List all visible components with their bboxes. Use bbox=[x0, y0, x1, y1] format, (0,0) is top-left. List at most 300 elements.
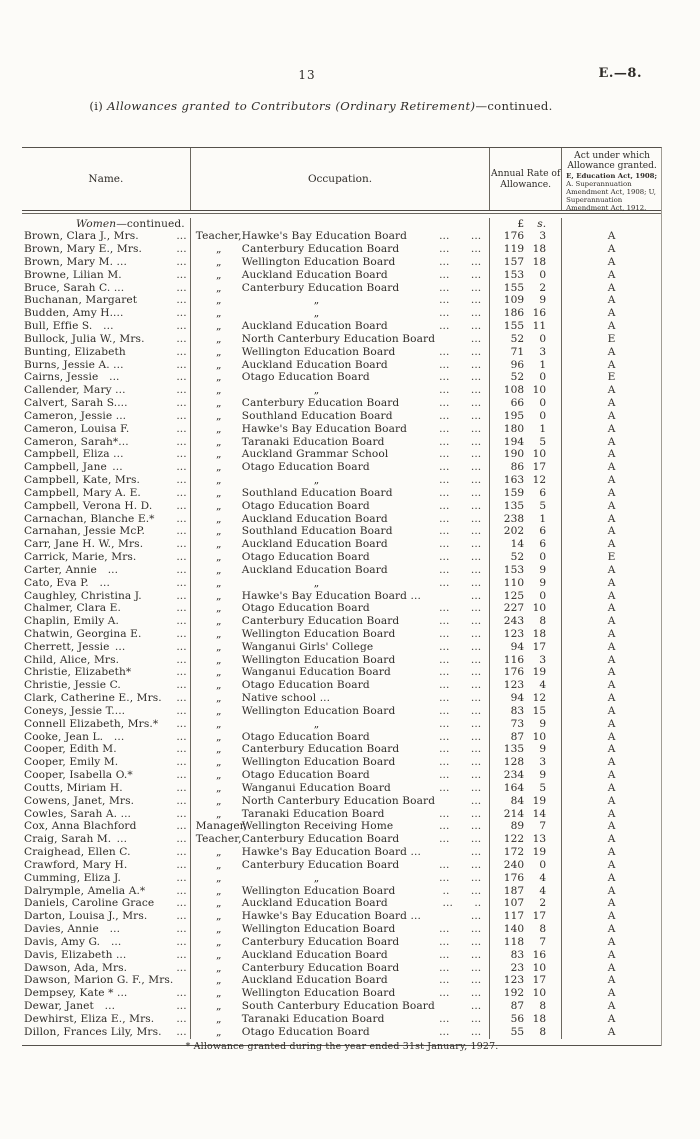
table-row bbox=[22, 615, 661, 628]
act-letter: A bbox=[607, 987, 616, 1000]
rate-pounds: 87 bbox=[510, 730, 525, 743]
annual-rate-cell bbox=[489, 230, 561, 243]
act-cell bbox=[561, 294, 661, 307]
rate-pounds: 155 bbox=[503, 281, 525, 294]
occupation-body: Hawke's Bay Education Board bbox=[241, 422, 408, 435]
dot-leader: ... bbox=[176, 858, 187, 871]
act-letter: E bbox=[607, 371, 616, 384]
name-cell bbox=[22, 949, 190, 962]
occupation-prefix: „ bbox=[215, 563, 222, 576]
occupation-body: North Canterbury Education Board bbox=[241, 332, 436, 345]
occupation-body: „ bbox=[313, 717, 320, 730]
table-row bbox=[22, 564, 661, 577]
act-letter: A bbox=[607, 653, 616, 666]
rate-pounds: 194 bbox=[503, 435, 525, 448]
act-letter: A bbox=[607, 525, 616, 538]
rate-pounds: 172 bbox=[503, 846, 525, 859]
rate-pounds: 180 bbox=[503, 422, 525, 435]
contributor-name: Dillon, Frances Lily, Mrs. bbox=[24, 1025, 162, 1038]
occupation-prefix: „ bbox=[215, 743, 222, 756]
dot-leader: ... ... bbox=[439, 807, 482, 820]
occupation-body: South Canterbury Education Board bbox=[241, 1000, 435, 1013]
contributor-name: Bunting, Elizabeth bbox=[24, 345, 126, 358]
name-cell bbox=[22, 474, 190, 487]
occupation-prefix: „ bbox=[215, 1000, 222, 1013]
rate-pounds: 186 bbox=[503, 307, 525, 320]
contributor-name: Darton, Louisa J., Mrs. bbox=[24, 910, 148, 923]
rate-pounds: 195 bbox=[503, 409, 525, 422]
occupation-body: Otago Education Board bbox=[241, 1025, 370, 1038]
act-cell bbox=[561, 731, 661, 744]
contributor-name: Carrick, Marie, Mrs. bbox=[24, 551, 137, 564]
rate-pounds: 87 bbox=[510, 1000, 525, 1013]
rate-pounds: 140 bbox=[503, 923, 525, 936]
dot-leader: ... bbox=[176, 628, 187, 640]
act-legend-education: E, Education Act, 1908; bbox=[566, 172, 657, 181]
act-letter: A bbox=[607, 692, 616, 705]
occupation-prefix: „ bbox=[215, 589, 222, 602]
occupation-body: Auckland Education Board bbox=[241, 974, 388, 987]
name-cell bbox=[22, 590, 190, 603]
act-cell bbox=[561, 808, 661, 821]
rate-shillings: 0 bbox=[539, 397, 547, 410]
rate-pounds: 86 bbox=[510, 461, 525, 474]
act-cell bbox=[561, 923, 661, 936]
contributor-name: Cooper, Emily M. bbox=[24, 756, 119, 769]
annual-rate-cell bbox=[489, 359, 561, 372]
dot-leader: ... bbox=[176, 538, 187, 551]
annual-rate-cell bbox=[489, 577, 561, 590]
occupation-cell bbox=[190, 705, 490, 718]
dot-leader: ... ... bbox=[439, 935, 482, 948]
dot-leader: ... ... bbox=[439, 756, 482, 769]
occupation-prefix: „ bbox=[215, 1025, 222, 1038]
occupation-body: „ bbox=[313, 384, 320, 397]
column-header-occupation: Occupation. bbox=[190, 148, 490, 210]
act-cell bbox=[561, 705, 661, 718]
occupation-prefix: „ bbox=[215, 1012, 222, 1025]
table-row bbox=[22, 897, 661, 910]
dot-leader: ... bbox=[176, 653, 187, 666]
dot-leader: ... ... bbox=[439, 281, 482, 294]
occupation-prefix: „ bbox=[215, 692, 222, 705]
act-cell bbox=[561, 692, 661, 705]
name-cell bbox=[22, 743, 190, 756]
occupation-prefix: „ bbox=[215, 704, 222, 717]
rate-shillings: 0 bbox=[539, 551, 547, 564]
occupation-cell bbox=[190, 897, 490, 910]
rate-shillings: 0 bbox=[539, 409, 547, 422]
rate-shillings: 18 bbox=[532, 628, 547, 640]
contributor-name: Craighead, Ellen C. bbox=[24, 846, 131, 859]
rate-pounds: 234 bbox=[503, 769, 525, 782]
dot-leader: ... ... bbox=[439, 730, 482, 743]
act-letter: A bbox=[607, 717, 616, 730]
contributor-name: Burns, Jessie A. ... bbox=[24, 358, 124, 371]
rate-pounds: 23 bbox=[510, 961, 525, 974]
contributor-name: Crawford, Mary H. bbox=[24, 858, 128, 871]
rate-shillings: 10 bbox=[532, 961, 547, 974]
act-letter: A bbox=[607, 858, 616, 871]
occupation-body: Wanganui Girls' College bbox=[241, 640, 374, 653]
contributor-name: Bull, Effie S. ... bbox=[24, 320, 114, 333]
table-row bbox=[22, 974, 661, 987]
act-cell bbox=[561, 410, 661, 423]
table-row bbox=[22, 371, 661, 384]
dot-leader: ... bbox=[470, 794, 482, 807]
rate-pounds: 176 bbox=[503, 871, 525, 884]
table-row bbox=[22, 718, 661, 731]
occupation-body: Otago Education Board bbox=[241, 679, 370, 692]
act-letter: A bbox=[607, 923, 616, 936]
occupation-body: „ bbox=[313, 307, 320, 320]
occupation-prefix: „ bbox=[215, 499, 222, 512]
occupation-body: Canterbury Education Board bbox=[241, 615, 400, 628]
occupation-cell bbox=[190, 885, 490, 898]
act-cell bbox=[561, 243, 661, 256]
occupation-cell bbox=[190, 974, 490, 987]
dot-leader: ... ... bbox=[439, 294, 482, 307]
occupation-prefix: „ bbox=[215, 268, 222, 281]
dot-leader: ... bbox=[176, 884, 187, 897]
occupation-prefix: „ bbox=[215, 525, 222, 538]
occupation-cell bbox=[190, 743, 490, 756]
table-row bbox=[22, 359, 661, 372]
name-cell bbox=[22, 833, 190, 846]
occupation-body: Otago Education Board bbox=[241, 551, 370, 564]
table-row bbox=[22, 756, 661, 769]
occupation-cell bbox=[190, 397, 490, 410]
occupation-cell bbox=[190, 320, 490, 333]
dot-leader: .. ... bbox=[442, 884, 482, 897]
act-cell bbox=[561, 564, 661, 577]
rate-shillings: 19 bbox=[532, 846, 547, 859]
occupation-prefix: Teacher, bbox=[195, 230, 242, 243]
rate-shillings: 6 bbox=[539, 486, 547, 499]
rate-shillings: 9 bbox=[539, 717, 547, 730]
act-cell bbox=[561, 885, 661, 898]
annual-rate-cell bbox=[489, 243, 561, 256]
dot-leader: ... ... bbox=[439, 397, 482, 410]
occupation-cell bbox=[190, 679, 490, 692]
contributor-name: Davis, Elizabeth ... bbox=[24, 948, 127, 961]
dot-leader: ... ... bbox=[439, 858, 482, 871]
dot-leader: ... bbox=[470, 332, 482, 345]
rate-shillings: 4 bbox=[539, 679, 547, 692]
occupation-cell bbox=[190, 641, 490, 654]
annual-rate-cell bbox=[489, 256, 561, 269]
occupation-cell bbox=[190, 333, 490, 346]
name-cell bbox=[22, 769, 190, 782]
dot-leader: ... bbox=[176, 281, 187, 294]
act-cell bbox=[561, 384, 661, 397]
dot-leader: ... bbox=[176, 615, 187, 628]
annual-rate-cell bbox=[489, 820, 561, 833]
table-row bbox=[22, 859, 661, 872]
occupation-cell bbox=[190, 359, 490, 372]
table-row bbox=[22, 474, 661, 487]
occupation-body: Auckland Grammar School bbox=[241, 448, 389, 461]
occupation-prefix: „ bbox=[215, 897, 222, 910]
contributor-name: Christie, Elizabeth* bbox=[24, 666, 132, 679]
act-cell bbox=[561, 615, 661, 628]
table-row bbox=[22, 384, 661, 397]
occupation-prefix: „ bbox=[215, 769, 222, 782]
act-cell bbox=[561, 500, 661, 513]
annual-rate-cell bbox=[489, 974, 561, 987]
dot-leader: ... bbox=[176, 910, 187, 923]
dot-leader: ... ... bbox=[439, 230, 482, 243]
occupation-prefix: „ bbox=[215, 435, 222, 448]
rate-shillings: 7 bbox=[539, 820, 547, 833]
act-letter: A bbox=[607, 640, 616, 653]
occupation-body: Otago Education Board bbox=[241, 730, 370, 743]
occupation-cell bbox=[190, 949, 490, 962]
annual-rate-cell bbox=[489, 487, 561, 500]
occupation-prefix: „ bbox=[215, 371, 222, 384]
rate-shillings: 2 bbox=[539, 897, 547, 910]
contributor-name: Coutts, Miriam H. bbox=[24, 781, 123, 794]
name-cell bbox=[22, 294, 190, 307]
dot-leader: ... ... bbox=[439, 525, 482, 538]
occupation-body: Auckland Education Board bbox=[241, 897, 388, 910]
rate-shillings: 17 bbox=[532, 640, 547, 653]
contributor-name: Campbell, Mary A. E. bbox=[24, 486, 141, 499]
column-header-act bbox=[561, 148, 661, 213]
annual-rate-cell bbox=[489, 897, 561, 910]
occupation-body: Auckland Education Board bbox=[241, 563, 388, 576]
contributor-name: Craig, Sarah M. ... bbox=[24, 833, 128, 846]
name-cell bbox=[22, 808, 190, 821]
act-cell bbox=[561, 397, 661, 410]
annual-rate-cell bbox=[489, 320, 561, 333]
contributor-name: Cowles, Sarah A. ... bbox=[24, 807, 132, 820]
occupation-cell bbox=[190, 423, 490, 436]
annual-rate-cell bbox=[489, 987, 561, 1000]
contributor-name: Chatwin, Georgina E. bbox=[24, 628, 142, 640]
act-letter: A bbox=[607, 499, 616, 512]
act-letter: A bbox=[607, 255, 616, 268]
rate-shillings: 10 bbox=[532, 384, 547, 397]
rate-shillings: 10 bbox=[532, 448, 547, 461]
name-cell bbox=[22, 692, 190, 705]
table-row bbox=[22, 769, 661, 782]
contributor-name: Carnachan, Blanche E.* bbox=[24, 512, 155, 525]
dot-leader: ... ... bbox=[439, 371, 482, 384]
name-cell bbox=[22, 500, 190, 513]
rate-shillings: 0 bbox=[539, 589, 547, 602]
annual-rate-cell bbox=[489, 269, 561, 282]
rate-pounds: 109 bbox=[503, 294, 525, 307]
occupation-body: Hawke's Bay Education Board ... bbox=[241, 846, 421, 859]
occupation-cell bbox=[190, 962, 490, 975]
occupation-cell bbox=[190, 551, 490, 564]
annual-rate-cell bbox=[489, 756, 561, 769]
occupation-cell bbox=[190, 500, 490, 513]
occupation-cell bbox=[190, 513, 490, 526]
name-cell bbox=[22, 487, 190, 500]
occupation-body: Wellington Education Board bbox=[241, 987, 396, 1000]
contributor-name: Christie, Jessie C. bbox=[24, 679, 121, 692]
table-row bbox=[22, 423, 661, 436]
dot-leader: ... bbox=[176, 358, 187, 371]
table-row bbox=[22, 936, 661, 949]
rate-pounds: 238 bbox=[503, 512, 525, 525]
annual-rate-cell bbox=[489, 538, 561, 551]
act-cell bbox=[561, 859, 661, 872]
act-cell bbox=[561, 743, 661, 756]
rate-pounds: 227 bbox=[503, 602, 525, 615]
act-letter: A bbox=[607, 1012, 616, 1025]
act-cell bbox=[561, 307, 661, 320]
act-cell bbox=[561, 949, 661, 962]
caption-prefix: (i) bbox=[89, 99, 104, 113]
rate-shillings: 0 bbox=[539, 332, 547, 345]
occupation-body: Canterbury Education Board bbox=[241, 743, 400, 756]
dot-leader: ... bbox=[470, 589, 482, 602]
dot-leader: ... ... bbox=[439, 948, 482, 961]
rate-pounds: 202 bbox=[503, 525, 525, 538]
annual-rate-cell bbox=[489, 962, 561, 975]
act-cell bbox=[561, 256, 661, 269]
act-letter: A bbox=[607, 974, 616, 987]
dot-leader: ... bbox=[176, 704, 187, 717]
rate-shillings: 9 bbox=[539, 294, 547, 307]
act-letter: A bbox=[607, 961, 616, 974]
annual-rate-cell bbox=[489, 949, 561, 962]
dot-leader: ... ... bbox=[439, 1012, 482, 1025]
rate-shillings: 5 bbox=[539, 435, 547, 448]
rate-shillings: 15 bbox=[532, 704, 547, 717]
occupation-prefix: „ bbox=[215, 486, 222, 499]
act-letter: A bbox=[607, 1025, 616, 1038]
occupation-body: Canterbury Education Board bbox=[241, 833, 400, 846]
dot-leader: ... ... bbox=[439, 871, 482, 884]
occupation-prefix: „ bbox=[215, 871, 222, 884]
contributor-name: Brown, Clara J., Mrs. bbox=[24, 230, 139, 243]
rate-pounds: 52 bbox=[510, 371, 525, 384]
act-letter: A bbox=[607, 756, 616, 769]
occupation-body: Auckland Education Board bbox=[241, 320, 388, 333]
occupation-body: Hawke's Bay Education Board bbox=[241, 230, 408, 243]
occupation-cell bbox=[190, 756, 490, 769]
dot-leader: ... ... bbox=[439, 538, 482, 551]
rate-pounds: 52 bbox=[510, 332, 525, 345]
occupation-prefix: „ bbox=[215, 320, 222, 333]
contributor-name: Davies, Annie ... bbox=[24, 923, 121, 936]
act-cell bbox=[561, 590, 661, 603]
dot-leader: ... bbox=[176, 397, 187, 410]
rate-pounds: 123 bbox=[503, 974, 525, 987]
act-letter: A bbox=[607, 1000, 616, 1013]
name-cell bbox=[22, 602, 190, 615]
occupation-cell bbox=[190, 410, 490, 423]
dot-leader: ... ... bbox=[439, 384, 482, 397]
table-row bbox=[22, 820, 661, 833]
occupation-body: Auckland Education Board bbox=[241, 538, 388, 551]
occupation-cell bbox=[190, 487, 490, 500]
act-legend-rest: A. Superannuation Amendment Act, 1908; U, Superannuation Amendment Act, 1912. bbox=[566, 180, 656, 213]
dot-leader: ... ... bbox=[439, 345, 482, 358]
contributor-name: Buchanan, Margaret bbox=[24, 294, 138, 307]
rate-shillings: 19 bbox=[532, 666, 547, 679]
annual-rate-cell bbox=[489, 500, 561, 513]
dot-leader: ... ... bbox=[439, 602, 482, 615]
rate-pounds: 157 bbox=[503, 255, 525, 268]
dot-leader: ... ... bbox=[439, 961, 482, 974]
rate-shillings: 7 bbox=[539, 935, 547, 948]
dot-leader: ... bbox=[176, 602, 187, 615]
act-letter: A bbox=[607, 512, 616, 525]
table-row bbox=[22, 256, 661, 269]
act-cell bbox=[561, 1000, 661, 1013]
dot-leader: ... ... bbox=[439, 320, 482, 333]
table-row bbox=[22, 410, 661, 423]
dot-leader: ... ... bbox=[439, 653, 482, 666]
dot-leader: ... bbox=[176, 987, 187, 1000]
occupation-prefix: „ bbox=[215, 987, 222, 1000]
occupation-prefix: „ bbox=[215, 974, 222, 987]
dot-leader: ... ... bbox=[439, 422, 482, 435]
table-row bbox=[22, 628, 661, 641]
table-row bbox=[22, 885, 661, 898]
annual-rate-cell bbox=[489, 448, 561, 461]
dot-leader: ... bbox=[176, 255, 187, 268]
occupation-prefix: „ bbox=[215, 281, 222, 294]
act-letter: A bbox=[607, 615, 616, 628]
occupation-cell bbox=[190, 243, 490, 256]
name-cell bbox=[22, 461, 190, 474]
occupation-prefix: „ bbox=[215, 461, 222, 474]
annual-rate-cell bbox=[489, 513, 561, 526]
table-row bbox=[22, 692, 661, 705]
occupation-prefix: „ bbox=[215, 307, 222, 320]
annual-rate-line1: Annual Rate of bbox=[491, 168, 561, 179]
occupation-prefix: „ bbox=[215, 923, 222, 936]
table-row bbox=[22, 525, 661, 538]
act-cell bbox=[561, 769, 661, 782]
rate-pounds: 122 bbox=[503, 833, 525, 846]
annual-rate-cell bbox=[489, 615, 561, 628]
occupation-body: Canterbury Education Board bbox=[241, 281, 400, 294]
dot-leader: ... bbox=[176, 781, 187, 794]
act-letter: A bbox=[607, 948, 616, 961]
table-row bbox=[22, 397, 661, 410]
act-letter: A bbox=[607, 807, 616, 820]
occupation-prefix: „ bbox=[215, 807, 222, 820]
occupation-cell bbox=[190, 820, 490, 833]
rate-shillings: 8 bbox=[539, 1000, 547, 1013]
contributor-name: Cherrett, Jessie ... bbox=[24, 640, 126, 653]
occupation-prefix: „ bbox=[215, 345, 222, 358]
dot-leader: ... bbox=[176, 332, 187, 345]
annual-rate-cell bbox=[489, 833, 561, 846]
occupation-body: Wellington Education Board bbox=[241, 704, 396, 717]
dot-leader: ... bbox=[176, 307, 187, 320]
contributor-name: Dewhirst, Eliza E., Mrs. bbox=[24, 1012, 155, 1025]
contributor-name: Browne, Lilian M. bbox=[24, 268, 122, 281]
annual-rate-cell bbox=[489, 705, 561, 718]
contributor-name: Cumming, Eliza J. bbox=[24, 871, 122, 884]
rate-shillings: 0 bbox=[539, 371, 547, 384]
rate-pounds: 94 bbox=[510, 692, 525, 705]
annual-rate-cell bbox=[489, 885, 561, 898]
rate-pounds: 96 bbox=[510, 358, 525, 371]
act-letter: A bbox=[607, 781, 616, 794]
act-cell bbox=[561, 487, 661, 500]
name-cell bbox=[22, 397, 190, 410]
rate-pounds: 240 bbox=[503, 858, 525, 871]
